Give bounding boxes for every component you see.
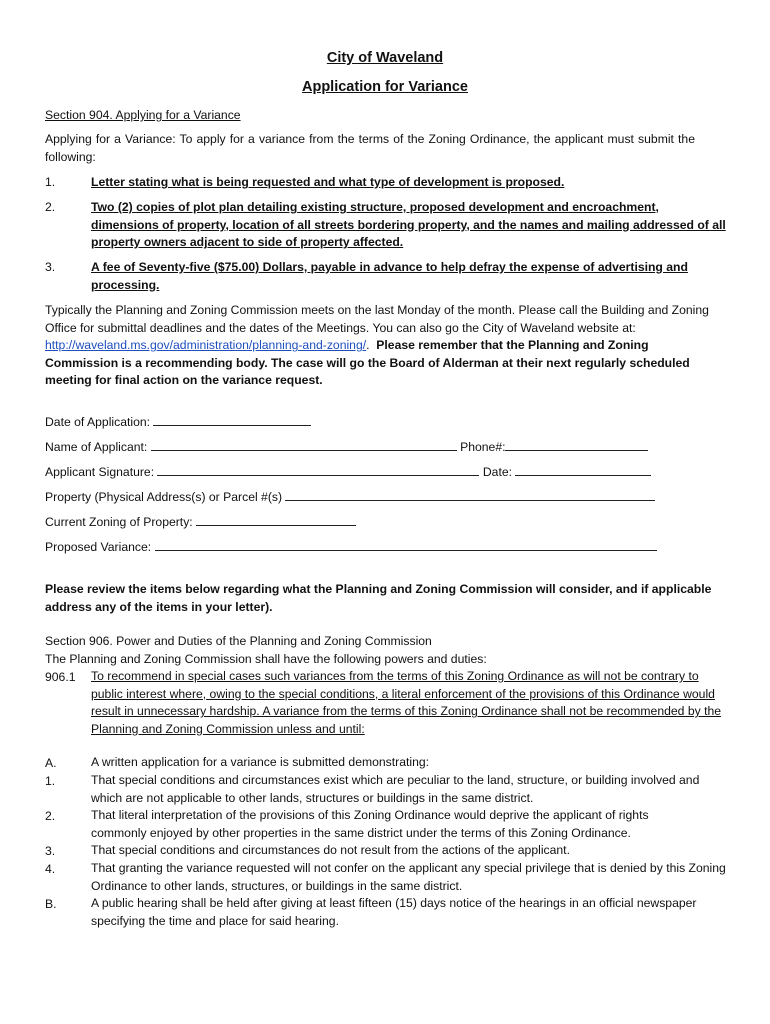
list-1-number: 1. — [45, 774, 56, 788]
current-zoning-field[interactable] — [196, 513, 356, 526]
section-904-intro: Applying for a Variance: To apply for a variance from the terms of the Zoning Ordinance, the applicant must submit the following: — [45, 132, 695, 164]
list-b-text: A public hearing shall be held after giving at least fifteen (15) days notice of the hearings in an official newspaper specifying the time and place for said hearing. — [91, 896, 697, 928]
date-of-application-row — [45, 413, 311, 431]
date-of-application-label: Date of Application: — [45, 415, 151, 429]
link-suffix: . — [366, 338, 370, 353]
item-1-text: Letter stating what is being requested and what type of development is proposed. — [91, 175, 565, 189]
list-3-number: 3. — [45, 844, 56, 858]
planning-zoning-link[interactable]: http://waveland.ms.gov/administration/planning-and-zoning/ — [45, 338, 367, 353]
list-b-number: B. — [45, 897, 57, 911]
item-3-text: A fee of Seventy-five ($75.00) Dollars, payable in advance to help defray the expense of advertising and processing. — [91, 260, 688, 292]
name-of-applicant-field[interactable] — [151, 438, 457, 451]
recommending-body-note: Please remember that the Planning and Zoning Commission is a recommending body. The case will go the Board of Alderman at their next regularly scheduled meeting for final action on the variance request. — [45, 338, 690, 388]
applicant-signature-row — [45, 463, 651, 481]
name-of-applicant-row — [45, 438, 648, 456]
section-904-heading: Section 904. Applying for a Variance — [45, 108, 241, 122]
item-2-number: 2. — [45, 200, 56, 214]
meeting-text: Typically the Planning and Zoning Commission meets on the last Monday of the month. Please call the Building and Zoning Office for submittal deadlines and the dates of the Meetings. You can also go the City of Waveland website at: — [45, 303, 709, 335]
property-field[interactable] — [285, 488, 655, 501]
meeting-paragraph — [45, 302, 717, 390]
list-a-number: A. — [45, 756, 57, 770]
list-2-text: That literal interpretation of the provisions of this Zoning Ordinance would deprive the applicant of rights commonly enjoyed by other properties in the same district under the terms of this Zoning Ordinance. — [91, 808, 649, 840]
signature-date-field[interactable] — [515, 463, 651, 476]
property-row — [45, 488, 655, 506]
item-3-number: 3. — [45, 260, 56, 274]
applicant-signature-label: Applicant Signature: — [45, 465, 155, 479]
phone-field[interactable] — [505, 438, 648, 451]
list-a-text: A written application for a variance is submitted demonstrating: — [91, 755, 430, 769]
date-of-application-field[interactable] — [153, 413, 311, 426]
name-of-applicant-label: Name of Applicant: — [45, 440, 148, 454]
signature-date-label: Date: — [482, 465, 513, 479]
proposed-variance-field[interactable] — [155, 538, 657, 551]
subsection-906-1-text: To recommend in special cases such variances from the terms of this Zoning Ordinance as will not be contrary to public interest where, owing to the special conditions, a literal enforcement of the provisions of this Ordinance would result in unnecessary hardship. A variance from the terms of this Zoning Ordinance shall not be recommended by the Planning and Zoning Commission unless and until: — [91, 669, 722, 736]
current-zoning-label: Current Zoning of Property: — [45, 515, 193, 529]
page-subtitle: Application for Variance — [302, 79, 468, 95]
item-2-text: Two (2) copies of plot plan detailing existing structure, proposed development and encroachment, dimensions of property, location of all streets bordering property, and the names and mailing addressed of all property owners adjacent to side of property affected. — [91, 200, 726, 250]
item-1-number: 1. — [45, 175, 56, 189]
list-4-number: 4. — [45, 862, 56, 876]
proposed-variance-row — [45, 538, 657, 556]
list-4-text: That granting the variance requested will not confer on the applicant any special privilege that is denied by this Zoning Ordinance to other lands, structures, or buildings in the same district. — [91, 861, 726, 893]
section-906-intro: The Planning and Zoning Commission shall have the following powers and duties: — [45, 652, 487, 666]
subsection-906-1-number: 906.1 — [45, 670, 76, 684]
page-title: City of Waveland — [326, 50, 444, 66]
proposed-variance-label: Proposed Variance: — [45, 540, 152, 554]
section-906-heading: Section 906. Power and Duties of the Planning and Zoning Commission — [45, 634, 432, 648]
list-1-text: That special conditions and circumstances exist which are peculiar to the land, structure, or building involved and which are not applicable to other lands, structures or buildings in the same district. — [91, 773, 700, 805]
phone-label: Phone#: — [460, 440, 506, 454]
list-3-text: That special conditions and circumstances do not result from the actions of the applicant. — [91, 843, 570, 857]
applicant-signature-field[interactable] — [157, 463, 479, 476]
review-note: Please review the items below regarding what the Planning and Zoning Commission will consider, and if applicable address any of the items in your letter). — [45, 582, 712, 614]
list-2-number: 2. — [45, 809, 56, 823]
property-label: Property (Physical Address(s) or Parcel #(s) — [45, 490, 283, 504]
current-zoning-row — [45, 513, 356, 531]
